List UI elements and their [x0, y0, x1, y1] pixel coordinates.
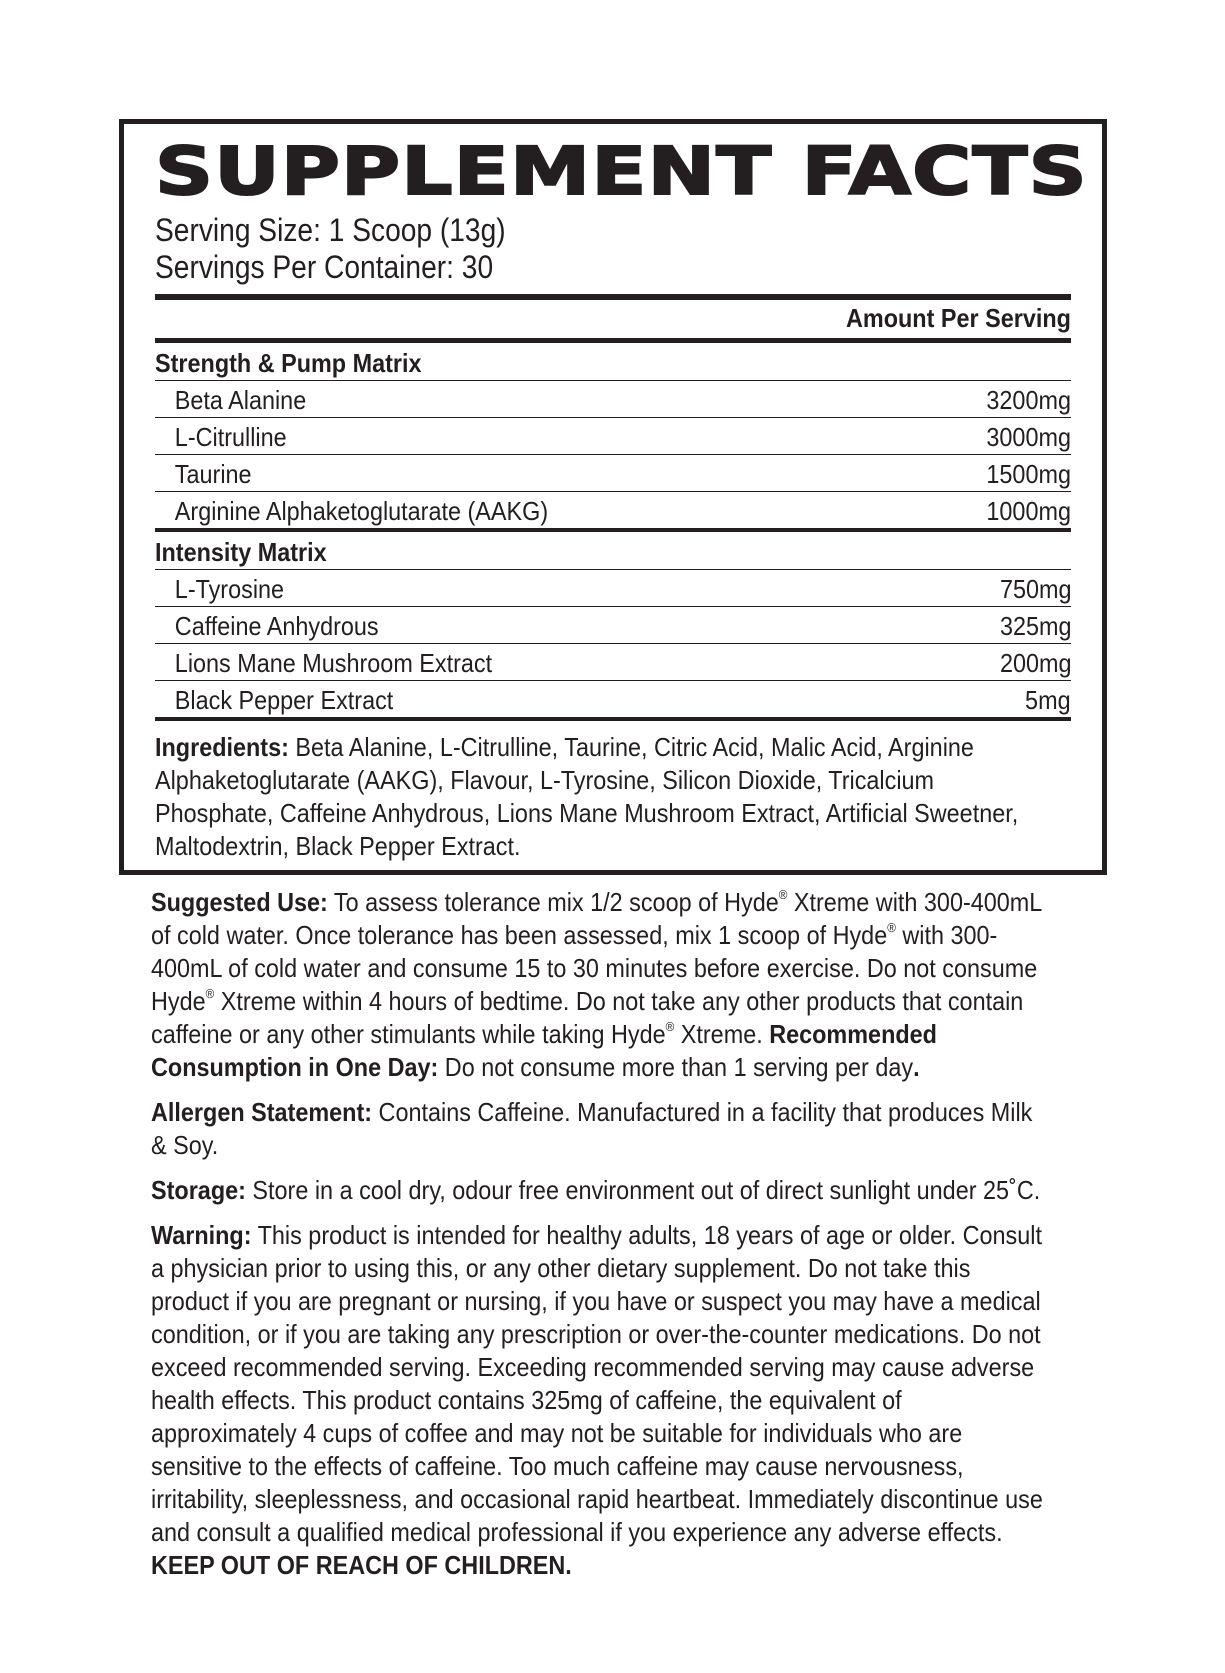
facts-row [155, 492, 1071, 528]
recommended-consumption-label: Recommended Consumption in One Day: [151, 1019, 937, 1082]
ingredient-amount: 200mg [999, 648, 1071, 678]
ingredient-name: Taurine [174, 459, 252, 489]
amount-header-row [155, 300, 1071, 338]
allergen-paragraph: Allergen Statement: Contains Caffeine. Manufactured in a facility that produces Milk & Soy. [151, 1097, 1033, 1160]
registered-mark: ® [665, 1019, 675, 1034]
ingredient-amount: 5mg [1025, 685, 1071, 715]
section-heading-strength: Strength & Pump Matrix [155, 343, 1071, 381]
servings-per-container: Servings Per Container: 30 [155, 249, 494, 285]
ingredient-name: Black Pepper Extract [174, 685, 394, 715]
ingredient-name: L-Citrulline [174, 422, 287, 452]
ingredient-name: L-Tyrosine [174, 574, 285, 604]
ingredient-name: Beta Alanine [174, 385, 307, 415]
ingredient-amount: 1000mg [986, 496, 1071, 526]
label-directions [151, 886, 1051, 1594]
amount-per-serving-label: Amount Per Serving [846, 303, 1071, 333]
supplement-facts-panel [119, 119, 1107, 875]
facts-row [155, 570, 1071, 607]
suggested-use-label: Suggested Use: [151, 887, 328, 917]
keep-out-of-reach: KEEP OUT OF REACH OF CHILDREN. [151, 1550, 572, 1580]
storage-label: Storage: [151, 1175, 246, 1205]
ingredient-amount: 3200mg [986, 385, 1071, 415]
facts-row [155, 418, 1071, 455]
facts-row [155, 644, 1071, 681]
ingredient-amount: 3000mg [986, 422, 1071, 452]
registered-mark: ® [887, 920, 896, 935]
ingredient-name: Arginine Alphaketoglutarate (AAKG) [174, 496, 549, 526]
facts-row [155, 455, 1071, 492]
ingredient-amount: 325mg [999, 611, 1071, 641]
suggested-use-paragraph: Suggested Use: To assess tolerance mix 1/2 scoop of Hyde® Xtreme with 300-400mL of cold water. Once tolerance has been assessed, mix 1 scoop of Hyde® with 300-400mL of cold water and consume 15 to 30 minutes before exercise. Do not consume Hyde® Xtreme within 4 hours of bedtime. Do not take any other products that contain caffeine or any other stimulants while taking Hyde® Xtreme. Recommended Consumption in One Day: Do not consume more than 1 serving per day. [151, 887, 1042, 1082]
serving-size: Serving Size: 1 Scoop (13g) [155, 212, 506, 248]
facts-row [155, 381, 1071, 418]
registered-mark: ® [205, 986, 215, 1001]
ingredients-label: Ingredients: [155, 732, 289, 762]
allergen-label: Allergen Statement: [151, 1097, 373, 1127]
storage-paragraph: Storage: Store in a cool dry, odour free environment out of direct sunlight under 25˚C. [151, 1175, 1041, 1205]
registered-mark: ® [778, 887, 788, 902]
ingredients-text: Beta Alanine, L-Citrulline, Taurine, Citric Acid, Malic Acid, Arginine Alphaketoglutarate (AAKG), Flavour, L-Tyrosine, Silicon Dioxide, Tricalcium Phosphate, Caffeine Anhydrous, Lions Mane Mushroom Extract, Artificial Sweetner, Maltodextrin, Black Pepper Extract. [155, 732, 1019, 861]
facts-row [155, 607, 1071, 644]
ingredient-amount: 750mg [999, 574, 1071, 604]
facts-row [155, 681, 1071, 717]
ingredient-amount: 1500mg [986, 459, 1071, 489]
ingredient-name: Lions Mane Mushroom Extract [174, 648, 493, 678]
panel-title: SUPPLEMENT FACTS [155, 133, 1088, 210]
ingredients-list [155, 721, 1019, 863]
warning-label: Warning: [151, 1220, 252, 1250]
section-heading-intensity: Intensity Matrix [155, 532, 1071, 570]
warning-paragraph: Warning: This product is intended for healthy adults, 18 years of age or older. Consult a physician prior to using this, or any other dietary supplement. Do not take this product if you are pregnant or nursing, if you have or suspect you may have a medical condition, or if you are taking any prescription or over-the-counter medications. Do not exceed recommended serving. Exceeding recommended serving may cause adverse health effects. This product contains 325mg of caffeine, the equivalent of approximately 4 cups of coffee and may not be suitable for individuals who are sensitive to the effects of caffeine. Too much caffeine may cause nervousness, irritability, sleeplessness, and occasional rapid heartbeat. Immediately discontinue use and consult a qualified medical professional if you experience any adverse effects. KEEP OUT OF REACH OF CHILDREN. [151, 1220, 1043, 1580]
ingredient-name: Caffeine Anhydrous [174, 611, 379, 641]
